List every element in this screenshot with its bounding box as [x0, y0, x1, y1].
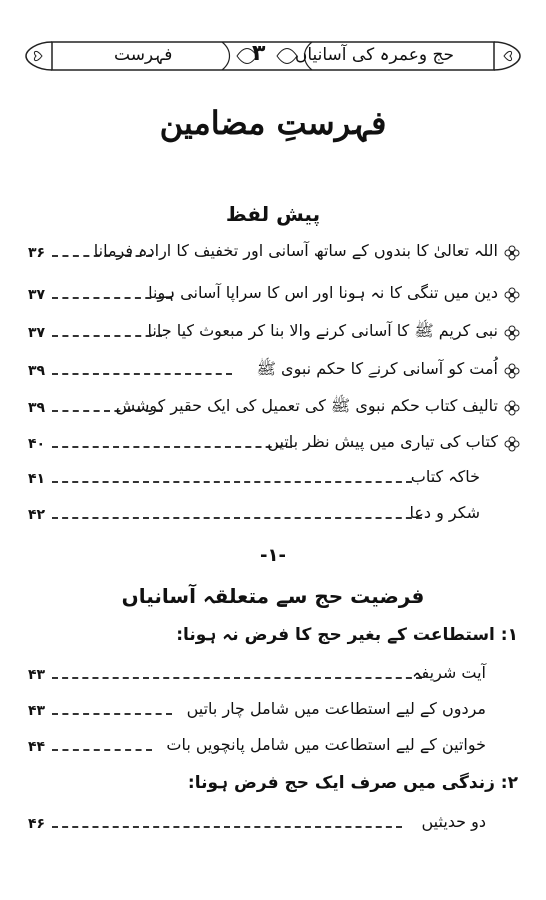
list-item[interactable] — [28, 735, 520, 763]
header-book-title: حج وعمرہ کی آسانیاں — [294, 45, 454, 65]
entry-text: دو حدیثیں — [421, 812, 486, 831]
chapter-title: فرضیت حج سے متعلقہ آسانیاں — [121, 584, 425, 608]
leader-dots — [52, 373, 232, 375]
page-number: ۳۶ — [28, 245, 46, 261]
leader-dots — [52, 826, 402, 828]
list-item[interactable] — [28, 699, 520, 727]
page-number: ۳۹ — [28, 400, 46, 416]
page-number: ۳۹ — [28, 363, 46, 379]
page-number: ۴۶ — [28, 816, 46, 832]
entry-text: خاکہ کتاب — [410, 467, 480, 486]
page-number: ۴۳ — [28, 667, 46, 683]
entry-text: دین میں تنگی کا نہ ہونا اور اس کا سراپا آسانی ہونا — [148, 283, 498, 302]
list-item[interactable] — [28, 359, 520, 387]
list-item[interactable] — [28, 812, 520, 840]
flower-bullet-icon — [504, 325, 520, 341]
list-item[interactable] — [28, 283, 520, 311]
entry-text: اللہ تعالیٰ کا بندوں کے ساتھ آسانی اور تخفیف کا ارادہ فرمانا — [93, 241, 498, 260]
flower-bullet-icon — [504, 245, 520, 261]
entry-text: آیت شریفہ — [412, 663, 486, 682]
page-number: ۳۷ — [28, 287, 46, 303]
leader-dots — [52, 713, 172, 715]
leader-dots — [52, 446, 292, 448]
page-number: ۳۷ — [28, 325, 46, 341]
list-item[interactable] — [28, 241, 520, 269]
preface-heading: پیش لفظ — [225, 202, 321, 226]
entry-text: خواتین کے لیے استطاعت میں شامل پانچویں بات — [166, 735, 486, 754]
flower-bullet-icon — [504, 436, 520, 452]
page-number: ۴۳ — [28, 703, 46, 719]
list-item[interactable] — [28, 396, 520, 424]
page-header — [22, 38, 524, 74]
page-number: ۴۲ — [28, 507, 46, 523]
entry-text: مردوں کے لیے استطاعت میں شامل چار باتیں — [186, 699, 486, 718]
entry-text: نبی کریم ﷺ کا آسانی کرنے والا بنا کر مبعوث کیا جانا — [147, 321, 498, 340]
page-number: ۴۰ — [28, 436, 46, 452]
subsection-heading: ۲: زندگی میں صرف ایک حج فرض ہونا: — [187, 773, 518, 793]
list-item[interactable] — [28, 663, 520, 691]
entry-text: اُمت کو آسانی کرنے کا حکم نبوی ﷺ — [256, 359, 498, 378]
page-title: فہرستِ مضامین — [159, 104, 387, 142]
leader-dots — [52, 481, 412, 483]
page-number: ۴۴ — [28, 739, 46, 755]
flower-bullet-icon — [504, 400, 520, 416]
list-item[interactable] — [28, 503, 520, 531]
chapter-number: -۱- — [260, 545, 286, 566]
header-section-title: فہرست — [114, 45, 173, 65]
flower-bullet-icon — [504, 363, 520, 379]
leader-dots — [52, 749, 152, 751]
list-item[interactable] — [28, 432, 520, 460]
entry-text: شکر و دعا — [409, 503, 480, 522]
leader-dots — [52, 517, 422, 519]
list-item[interactable] — [28, 467, 520, 495]
leader-dots — [52, 677, 422, 679]
list-item[interactable] — [28, 321, 520, 349]
page-number: ۴۱ — [28, 471, 46, 487]
subsection-heading: ۱: استطاعت کے بغیر حج کا فرض نہ ہونا: — [176, 625, 518, 645]
header-page-number: ۳ — [252, 41, 266, 66]
entry-text: تالیف کتاب حکم نبوی ﷺ کی تعمیل کی ایک حقیر کوشش — [115, 396, 498, 415]
leader-dots — [52, 335, 162, 337]
flower-bullet-icon — [504, 287, 520, 303]
entry-text: کتاب کی تیاری میں پیش نظر باتیں — [267, 432, 498, 451]
